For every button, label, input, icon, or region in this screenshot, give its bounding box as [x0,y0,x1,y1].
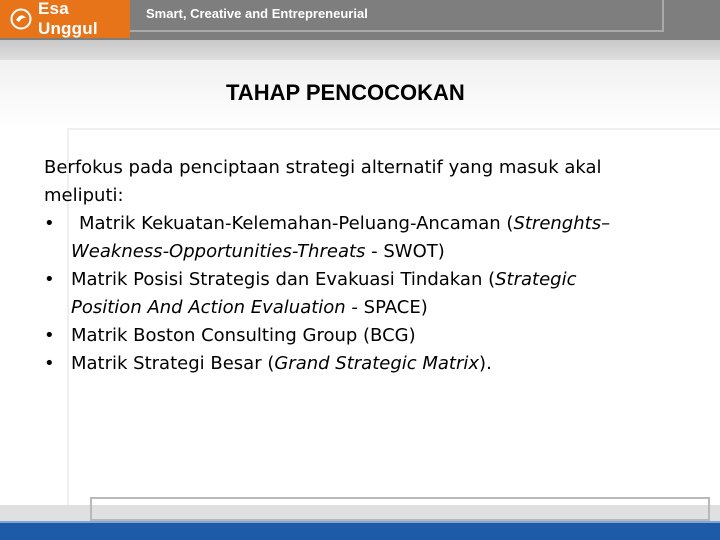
bullet-icon: • [44,213,55,234]
tagline: Smart, Creative and Entrepreneurial [146,6,368,21]
item-italic-text: Strategic [495,269,577,290]
item-text: Matrik Posisi Strategis dan Evakuasi Tindakan ( [71,269,496,290]
list-item-text [79,213,610,234]
bullet-icon: • [44,353,55,374]
background-line-horizontal [67,128,720,130]
intro-line-2: meliputi: [44,185,124,206]
logo-text: Esa Unggul [38,0,98,38]
bullet-icon: • [44,269,55,290]
list-item [44,322,684,350]
item-text: - SPACE) [345,297,428,318]
item-italic-text: Position And Action Evaluation [71,297,346,318]
item-text: Matrik Boston Consulting Group (BCG) [71,325,416,346]
header-bar [0,0,720,40]
slide-title: TAHAP PENCOCOKAN [226,80,465,105]
list-item [44,350,684,378]
item-text: ). [479,353,492,374]
intro-line-1: Berfokus pada penciptaan strategi alternatif yang masuk akal [44,157,602,178]
list-item [44,266,684,322]
item-text: Matrik Kekuatan-Kelemahan-Peluang-Ancaman ( [79,213,514,234]
item-text: - SWOT) [365,241,445,262]
slide-content [44,154,684,378]
footer-band [0,523,720,540]
item-italic-text: Grand Strategic Matrix [274,353,480,374]
bullet-list [44,210,684,378]
item-italic-text: Weakness-Opportunities-Threats [71,241,366,262]
logo [0,0,130,38]
intro-text [44,154,684,210]
footer-frame [90,497,710,521]
item-text: Matrik Strategi Besar ( [71,353,275,374]
bullet-icon: • [44,325,55,346]
esa-unggul-logo-icon [10,8,32,30]
list-item [44,210,684,266]
item-italic-text: Strenghts– [513,213,611,234]
